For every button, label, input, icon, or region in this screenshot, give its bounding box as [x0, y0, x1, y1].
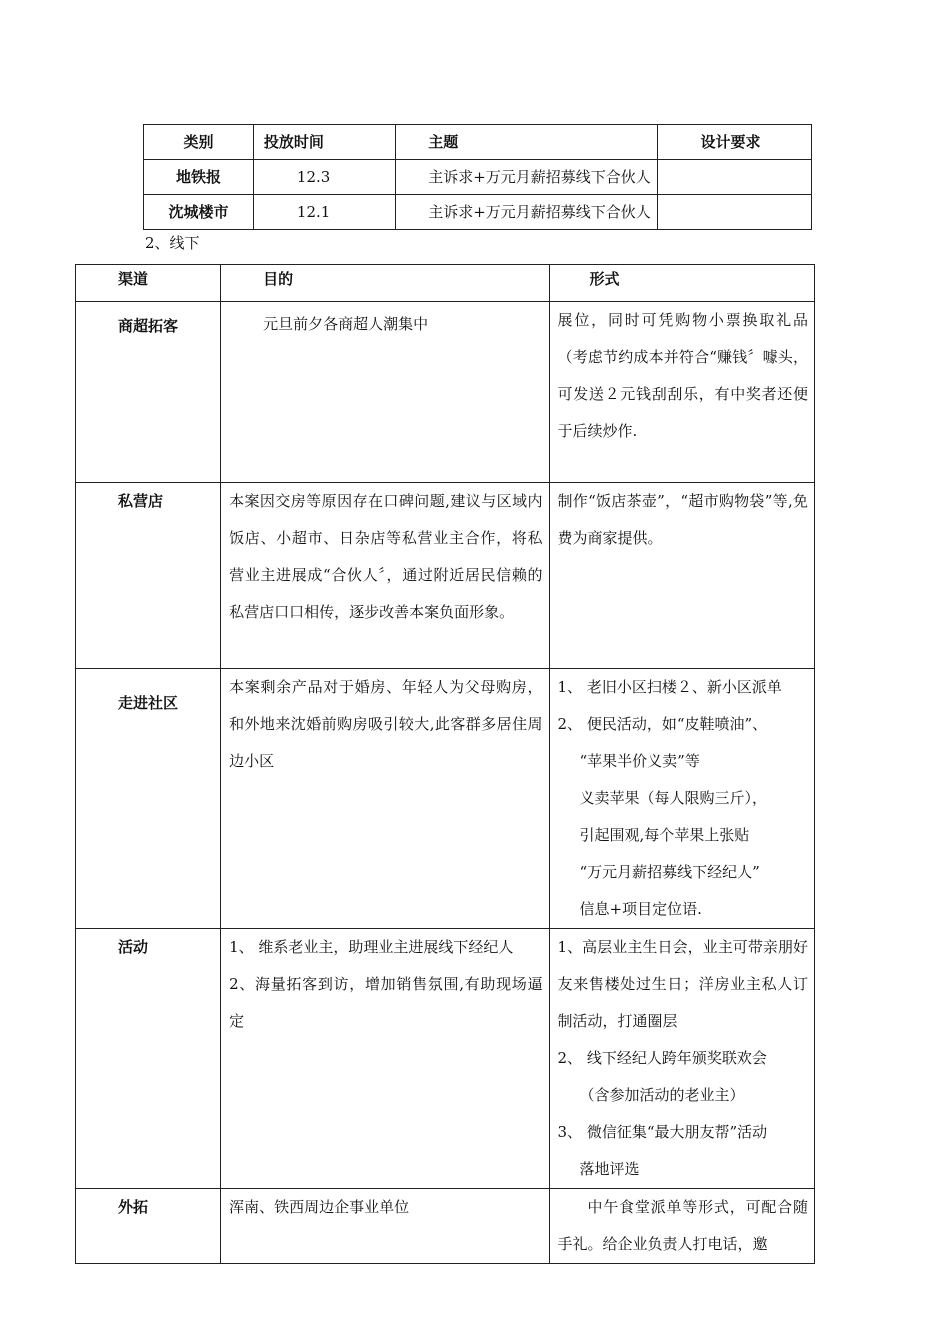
cell-channel: 商超拓客 [76, 302, 221, 483]
cell-form [549, 483, 814, 669]
form-line: 引起围观,每个苹果上张贴 [579, 826, 750, 844]
form-line: （含参加活动的老业主） [579, 1086, 745, 1104]
header-category: 类别 [144, 125, 254, 160]
media-placement-table [143, 124, 812, 230]
purpose-line: 1、 维系老业主，助理业主进展线下经纪人 [229, 938, 514, 956]
cell-purpose [221, 929, 549, 1189]
cell-form [549, 669, 814, 929]
form-line: 2、 便民活动，如“皮鞋喷油”、 [557, 715, 768, 733]
cell-channel: 外拓 [76, 1189, 221, 1264]
table-row [76, 669, 815, 929]
header-channel: 渠道 [76, 265, 221, 302]
table-row [144, 160, 812, 195]
cell-form [549, 929, 814, 1189]
purpose-line: 浑南、铁西周边企事业单位 [229, 1198, 410, 1216]
section-heading: 2、线下 [145, 234, 200, 252]
cell-form [549, 302, 814, 483]
form-line: “万元月薪招募线下经纪人” [579, 863, 760, 881]
cell-theme: 主诉求+万元月薪招募线下合伙人 [396, 195, 658, 230]
form-line: 信息+项目定位语. [579, 900, 702, 918]
cell-time: 12.3 [253, 160, 395, 195]
table-header-row [144, 125, 812, 160]
purpose-line: 元旦前夕各商超人潮集中 [263, 315, 429, 333]
cell-theme: 主诉求+万元月薪招募线下合伙人 [396, 160, 658, 195]
form-line: 制作“饭店茶壶”，“超市购物袋”等,免费为商家提供。 [557, 492, 808, 547]
cell-design [658, 195, 812, 230]
form-line: 1、 老旧小区扫楼２、新小区派单 [557, 678, 782, 696]
purpose-line: 本案剩余产品对于婚房、年轻人为父母购房，和外地来沈婚前购房吸引较大,此客群多居住周边小区 [229, 678, 543, 770]
header-form: 形式 [549, 265, 814, 302]
cell-form [549, 1189, 814, 1264]
cell-design [658, 160, 812, 195]
table-row [76, 1189, 815, 1264]
header-theme: 主题 [396, 125, 658, 160]
form-line: 中午食堂派单等形式，可配合随手礼。给企业负责人打电话，邀 [557, 1198, 808, 1253]
form-line: 2、 线下经纪人跨年颁奖联欢会 [557, 1049, 767, 1067]
header-design: 设计要求 [658, 125, 812, 160]
cell-channel: 走进社区 [76, 669, 221, 929]
table-row [144, 195, 812, 230]
form-line: 展位，同时可凭购物小票换取礼品（考虑节约成本并符合“赚钱〞噱头，可发送２元钱刮刮乐，有中奖者还便于后续炒作. [557, 311, 808, 440]
table-row [76, 483, 815, 669]
purpose-line: 本案因交房等原因存在口碑问题,建议与区域内饭店、小超市、日杂店等私营业主合作，将私营业主进展成“合伙人〞，通过附近居民信赖的私营店口口相传，逐步改善本案负面形象。 [229, 492, 543, 621]
form-line: “苹果半价义卖”等 [579, 752, 700, 770]
header-time: 投放时间 [253, 125, 395, 160]
table-row [76, 302, 815, 483]
cell-purpose [221, 1189, 549, 1264]
form-line: 义卖苹果（每人限购三斤）， [579, 789, 768, 807]
cell-purpose [221, 669, 549, 929]
table-row [76, 929, 815, 1189]
form-line: 1、高层业主生日会，业主可带亲朋好友来售楼处过生日；洋房业主私人订制活动，打通圈层 [557, 938, 808, 1030]
offline-channel-table [75, 264, 815, 1264]
cell-time: 12.1 [253, 195, 395, 230]
purpose-line: 2、海量拓客到访，增加销售氛围,有助现场逼定 [229, 975, 543, 1030]
form-line: 落地评选 [579, 1160, 640, 1178]
cell-purpose [221, 483, 549, 669]
cell-channel: 活动 [76, 929, 221, 1189]
header-purpose: 目的 [221, 265, 549, 302]
table-header-row [76, 265, 815, 302]
form-line: 3、 微信征集“最大朋友帮”活动 [557, 1123, 768, 1141]
cell-category: 沈城楼市 [144, 195, 254, 230]
cell-purpose [221, 302, 549, 483]
cell-category: 地铁报 [144, 160, 254, 195]
cell-channel: 私营店 [76, 483, 221, 669]
